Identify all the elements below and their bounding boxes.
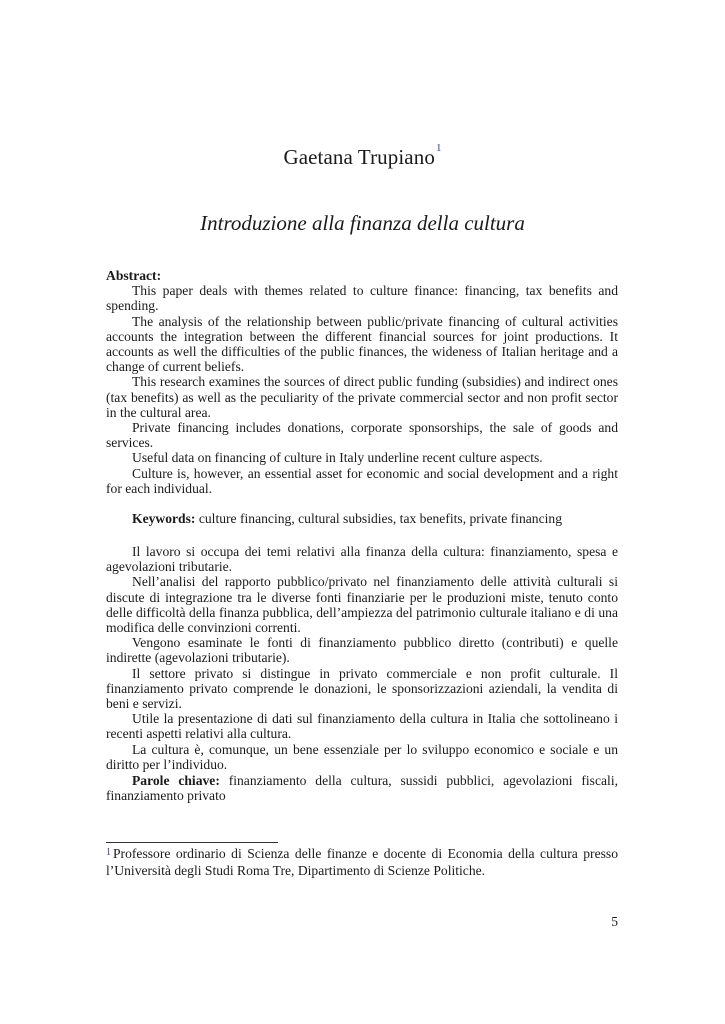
abstract-paragraph: This paper deals with themes related to culture finance: financing, tax benefits and spending. bbox=[106, 283, 618, 314]
italian-paragraph: Il lavoro si occupa dei temi relativi alla finanza della cultura: finanziamento, spesa e agevolazioni tributarie. bbox=[106, 544, 618, 575]
footnote bbox=[106, 846, 618, 879]
italian-paragraph: La cultura è, comunque, un bene essenziale per lo sviluppo economico e sociale e un diritto per l’individuo. bbox=[106, 741, 618, 772]
italian-paragraph: Utile la presentazione di dati sul finanziamento della cultura in Italia che sottolineano i recenti aspetti relativi alla cultura. bbox=[106, 711, 618, 742]
italian-summary-section bbox=[106, 544, 618, 772]
parole-chiave-label: Parole chiave: bbox=[132, 773, 220, 788]
abstract-paragraph: This research examines the sources of direct public funding (subsidies) and indirect ones (tax benefits) as well as the peculiarity of the private commercial sector and non profit sector in the cultural area. bbox=[106, 374, 618, 420]
paper-title: Introduzione alla finanza della cultura bbox=[200, 211, 525, 235]
page-number: 5 bbox=[611, 914, 618, 929]
footnote-divider bbox=[106, 842, 278, 843]
abstract-label: Abstract: bbox=[106, 268, 162, 283]
italian-paragraph: Nell’analisi del rapporto pubblico/privato nel finanziamento delle attività culturali si discute di integrazione tra le diverse fonti finanziarie per le produzioni miste, tenuto conto delle difficoltà della finanza pubblica, dell’ampiezza del patrimonio culturale italiano e di una modifica delle convinzioni correnti. bbox=[106, 574, 618, 636]
author-name bbox=[0, 142, 725, 170]
italian-paragraph: Il settore privato si distingue in privato commerciale e non profit culturale. Il finanziamento privato comprende le donazioni, le sponsorizzazioni aziendali, la vendita di beni e servizi. bbox=[106, 665, 618, 712]
keywords-label: Keywords: bbox=[132, 511, 196, 526]
keywords-text: culture financing, cultural subsidies, tax benefits, private financing bbox=[198, 511, 562, 526]
parole-chiave-text: finanziamento della cultura, sussidi pubblici, agevolazioni fiscali, finanziamento privato bbox=[106, 773, 618, 804]
abstract-paragraph: The analysis of the relationship between public/private financing of cultural activities accounts the integration between the different financial sources for joint productions. It accounts as well the difficulties of the public finances, the wideness of Italian heritage and a change of current beliefs. bbox=[106, 313, 618, 375]
footnote-marker[interactable]: 1 bbox=[106, 847, 111, 858]
abstract-paragraph: Useful data on financing of culture in Italy underline recent culture aspects. bbox=[132, 450, 543, 466]
author-name-text: Gaetana Trupiano bbox=[283, 145, 435, 169]
italian-paragraph: Vengono esaminate le fonti di finanziamento pubblico diretto (contributi) e quelle indirette (agevolazioni tributarie). bbox=[106, 635, 618, 666]
abstract-paragraph: Culture is, however, an essential asset for economic and social development and a right for each individual. bbox=[106, 465, 618, 496]
parole-chiave-section bbox=[106, 773, 618, 803]
abstract-section bbox=[106, 268, 618, 496]
keywords-section bbox=[106, 511, 618, 526]
footnote-text: Professore ordinario di Scienza delle finanze e docente di Economia della cultura presso l’Università degli Studi Roma Tre, Dipartimento di Scienze Politiche. bbox=[106, 846, 618, 878]
author-footnote-marker[interactable]: 1 bbox=[435, 142, 442, 154]
abstract-paragraph: Private financing includes donations, corporate sponsorships, the sale of goods and services. bbox=[106, 420, 618, 451]
